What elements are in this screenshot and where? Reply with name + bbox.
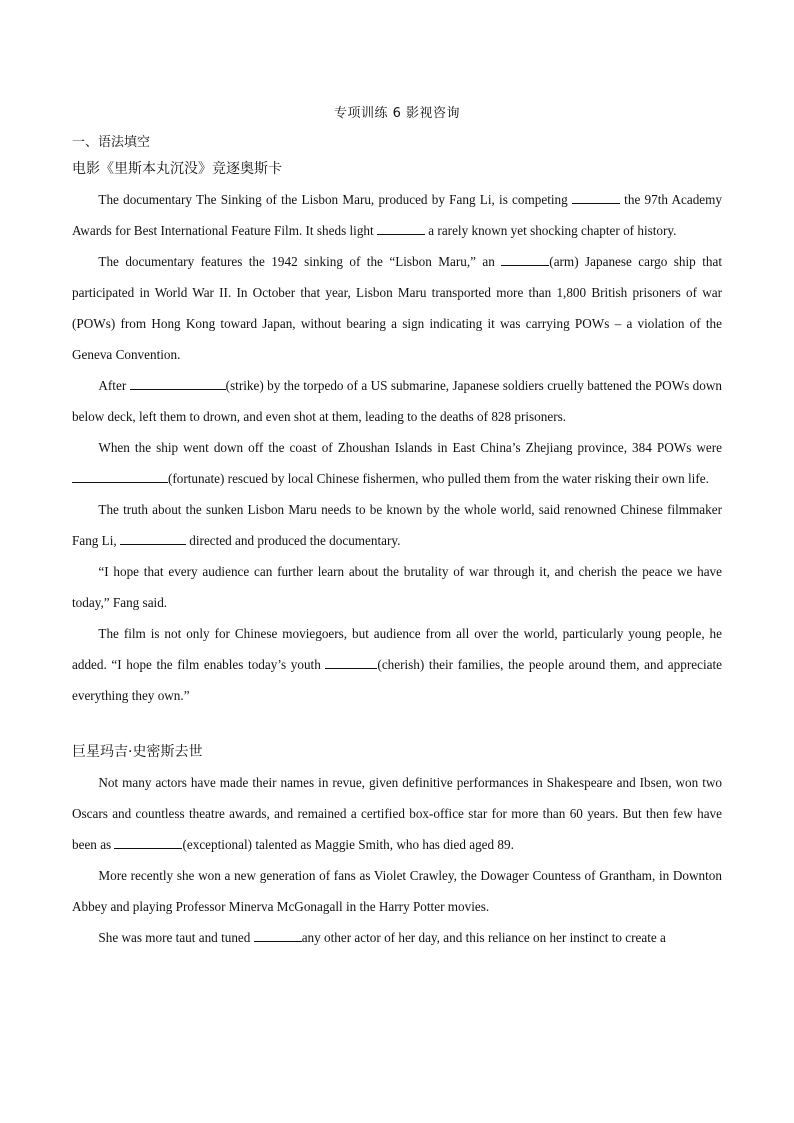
page-title: 专项训练 6 影视咨询	[333, 106, 461, 121]
section-heading: 一、语法填空	[72, 135, 151, 150]
paragraph	[72, 432, 722, 494]
blank-field[interactable]	[114, 835, 182, 849]
text-span: The truth about the sunken Lisbon Maru needs to be known by the whole world, said renowned Chinese filmmaker Fang Li,	[72, 502, 722, 548]
blank-field[interactable]	[120, 531, 186, 545]
paragraph	[72, 618, 722, 711]
blank-field[interactable]	[325, 655, 377, 669]
blank-field[interactable]	[72, 469, 168, 483]
text-span: any other actor of her day, and this reliance on her instinct to create a	[301, 930, 666, 945]
text-span: The documentary The Sinking of the Lisbon Maru, produced by Fang Li, is competing	[98, 192, 572, 207]
blank-field[interactable]	[254, 928, 302, 942]
text-span: Not many actors have made their names in revue, given definitive performances in Shakespeare and Ibsen, won two Oscars and countless theatre awards, and remained a certified box-office star for more than 60 years. But then few have been as	[72, 775, 722, 852]
text-span: After	[98, 378, 130, 393]
text-span: the 97th Academy Awards for Best International Feature Film. It sheds light	[72, 192, 722, 238]
text-span: a rarely known yet shocking chapter of history.	[424, 223, 677, 238]
text-span: directed and produced the documentary.	[186, 533, 401, 548]
text-span: The documentary features the 1942 sinking of the “Lisbon Maru,” an	[98, 254, 502, 269]
paragraph	[72, 370, 722, 432]
paragraph	[72, 184, 722, 246]
paragraph: More recently she won a new generation of fans as Violet Crawley, the Dowager Countess of Grantham, in Downton Abbey and playing Professor Minerva McGonagall in the Harry Potter movies.	[72, 868, 722, 914]
paragraph	[72, 922, 722, 953]
text-span: (cherish) their families, the people around them, and appreciate everything they own.”	[72, 657, 722, 703]
blank-field[interactable]	[130, 376, 226, 390]
paragraph: “I hope that every audience can further learn about the brutality of war through it, and cherish the peace we have today,” Fang said.	[72, 564, 722, 610]
paragraph	[72, 494, 722, 556]
blank-field[interactable]	[377, 221, 425, 235]
text-span: (arm) Japanese cargo ship that participated in World War II. In October that year, Lisbon Maru transported more than 1,800 British prisoners of war (POWs) from Hong Kong toward Japan, without bearing a sign indicating it was carrying POWs – a violation of the Geneva Convention.	[72, 254, 722, 362]
text-span: (fortunate) rescued by local Chinese fishermen, who pulled them from the water risking their own life.	[168, 471, 709, 486]
blank-field[interactable]	[572, 190, 620, 204]
article-title-maggie-smith: 巨星玛吉·史密斯去世	[72, 744, 203, 760]
paragraph	[72, 767, 722, 860]
text-span: (exceptional) talented as Maggie Smith, who has died aged 89.	[182, 837, 514, 852]
text-span: When the ship went down off the coast of Zhoushan Islands in East China’s Zhejiang province, 384 POWs were	[98, 440, 722, 455]
paragraph	[72, 246, 722, 370]
text-span: The film is not only for Chinese moviegoers, but audience from all over the world, particularly young people, he added. “I hope the film enables today’s youth	[72, 626, 722, 672]
blank-field[interactable]	[501, 252, 549, 266]
text-span: She was more taut and tuned	[98, 930, 254, 945]
article-title-lisbon-maru: 电影《里斯本丸沉没》竞逐奥斯卡	[72, 161, 282, 177]
text-span: (strike) by the torpedo of a US submarine, Japanese soldiers cruelly battened the POWs down below deck, left them to drown, and even shot at them, leading to the deaths of 828 prisoners.	[72, 378, 722, 424]
